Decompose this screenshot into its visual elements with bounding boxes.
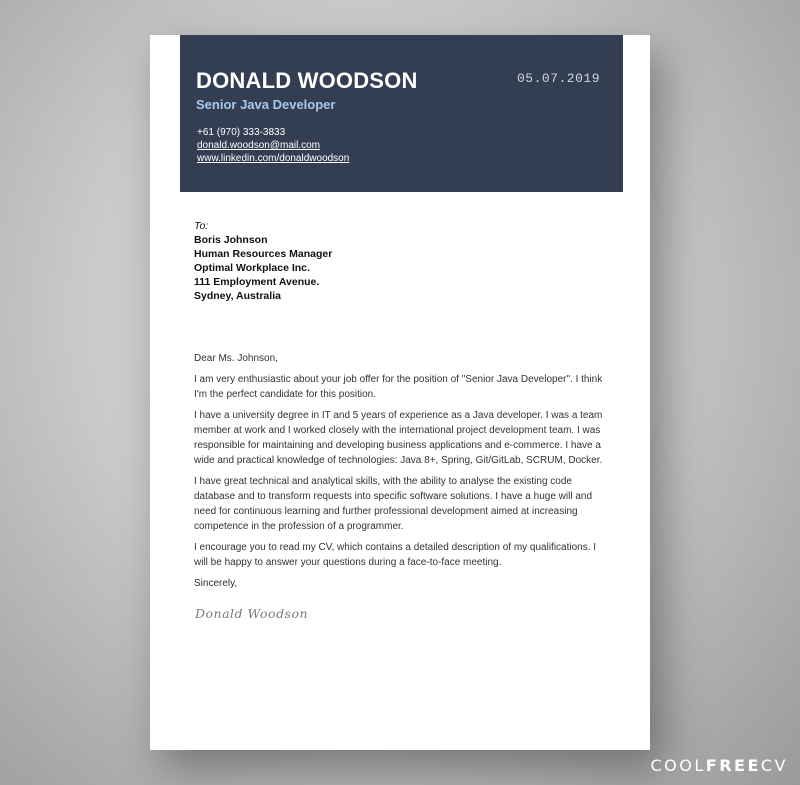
recipient-company: Optimal Workplace Inc. [194,262,310,274]
letter-body [194,351,604,597]
to-label: To: [194,220,209,232]
salutation: Dear Ms. Johnson, [194,353,278,364]
letter-page [150,35,650,750]
recipient-title: Human Resources Manager [194,248,333,260]
paragraph-experience: I have a university degree in IT and 5 years of experience as a Java developer. I was a team member at work and I worked closely with the international project development team. I was responsible for maintaining and developing business applications and e-commerce. I have a wide and practical knowledge of technologies: Java 8+, Spring, Git/GitLab, SCRUM, Docker. [194,410,603,466]
recipient-name: Boris Johnson [194,234,268,246]
watermark-part-free: FREE [705,756,761,775]
phone-number: +61 (970) 333-3833 [197,127,286,138]
letter-header [180,35,623,192]
watermark-part-cv: CV [760,756,788,775]
applicant-role: Senior Java Developer [196,97,336,112]
handwritten-signature: Donald Woodson [195,606,309,621]
paragraph-closing: I encourage you to read my CV, which contains a detailed description of my qualifications. I will be happy to answer your questions during a face-to-face meeting. [194,542,597,568]
recipient-city: Sydney, Australia [194,290,281,302]
watermark-part-cool: COOL [650,756,706,775]
recipient-block [194,219,332,303]
closing-phrase: Sincerely, [194,578,238,589]
coolfreecv-watermark [650,756,788,775]
letter-date: 05.07.2019 [516,71,600,86]
recipient-street: 111 Employment Avenue. [194,276,320,288]
applicant-name: DONALD WOODSON [196,68,418,93]
email-link[interactable]: donald.woodson@mail.com [197,140,320,151]
paragraph-skills: I have great technical and analytical skills, with the ability to analyse the existing code database and to transform requests into specific software solutions. I have a huge will and need for continuous learning and further professional development aimed at increasing competence in the profession of a programmer. [194,476,593,532]
linkedin-link[interactable]: www.linkedin.com/donaldwoodson [197,153,350,164]
contact-info [197,126,349,165]
paragraph-intro: I am very enthusiastic about your job offer for the position of "Senior Java Developer". I think I'm the perfect candidate for this position. [194,374,603,400]
